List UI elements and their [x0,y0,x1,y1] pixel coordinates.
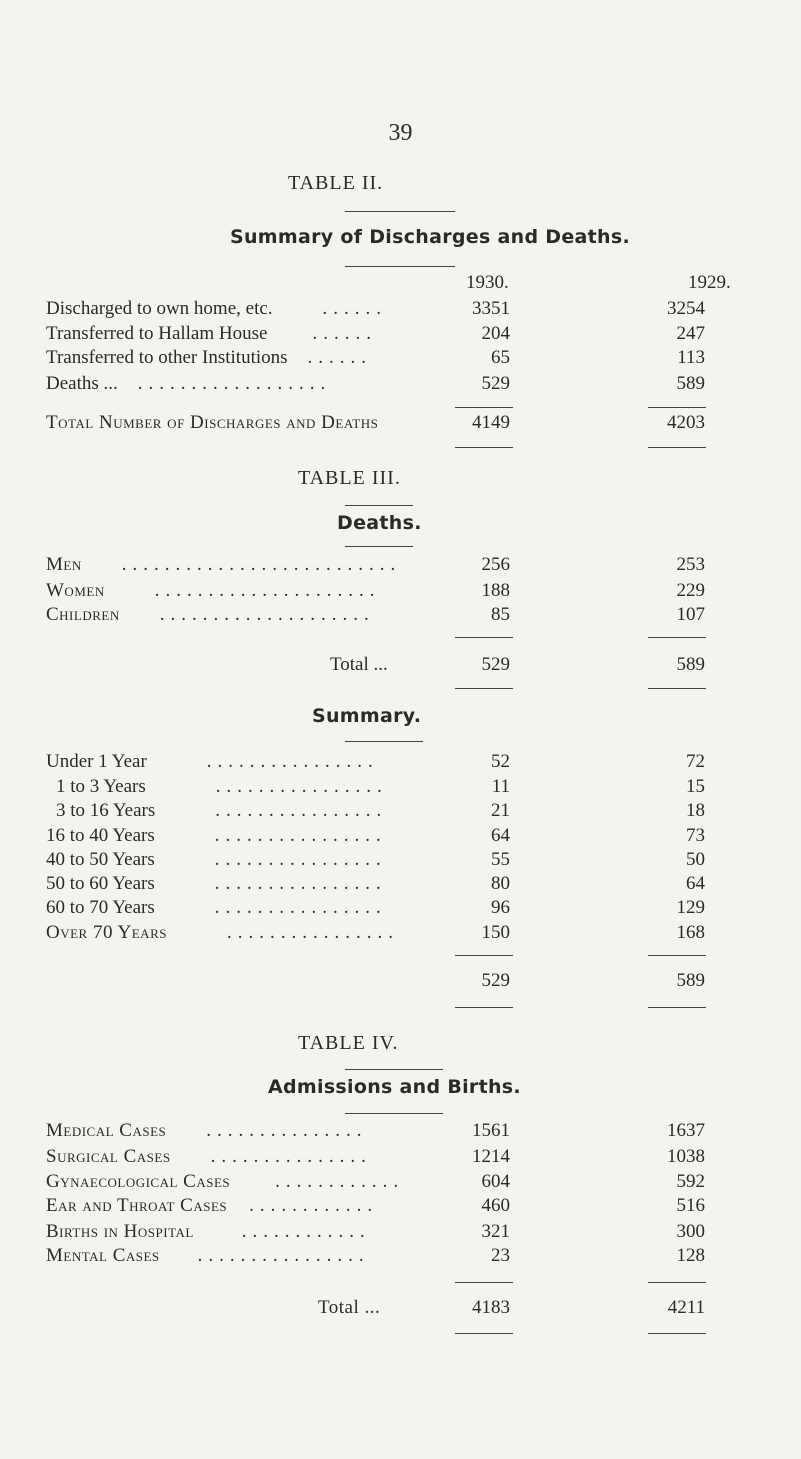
row-label: Surgical Cases [46,1146,171,1167]
divider [345,266,455,267]
row-label: 3 to 16 Years [56,800,156,821]
divider [345,741,423,742]
row-label: 50 to 60 Years [46,873,155,894]
total-row [0,1297,801,1323]
summary-title: Summary. [312,705,422,727]
total-1929: 4203 [667,412,705,433]
divider [648,1282,706,1283]
table-row: 1 to 3 Years ................ 11 15 [56,776,705,797]
table4-title: TABLE IV. [298,1032,399,1054]
col-header-1929: 1929. [688,272,731,293]
value-1929: 15 [686,776,705,797]
table-row: 3 to 16 Years ................ 21 18 [56,800,705,821]
value-1930: 80 [491,873,510,894]
divider [648,1007,706,1008]
divider [648,447,706,448]
total-row [0,654,801,680]
table-row: 16 to 40 Years ................ 64 73 [46,825,705,846]
value-1929: 3254 [667,298,705,319]
total-row [0,970,801,996]
divider [345,1113,443,1114]
value-1930: 64 [491,825,510,846]
value-1930: 85 [491,604,510,625]
value-1929: 128 [676,1245,705,1266]
value-1929: 107 [676,604,705,625]
row-label: 60 to 70 Years [46,897,155,918]
value-1930: 96 [491,897,510,918]
total-label: Total ... [318,1297,381,1318]
value-1930: 529 [481,373,510,394]
value-1930: 321 [481,1221,510,1242]
table-row: Men .......................... 256 253 [46,554,705,575]
divider [345,546,413,547]
divider [648,407,706,408]
divider [345,505,413,506]
divider [345,211,455,212]
table2-subtitle: Summary of Discharges and Deaths. [230,226,630,248]
total-1930: 4149 [472,412,510,433]
value-1929: 64 [686,873,705,894]
divider [455,447,513,448]
value-1930: 1561 [472,1120,510,1141]
table-row: 60 to 70 Years ................ 96 129 [46,897,705,918]
value-1929: 168 [676,922,705,943]
value-1930: 188 [481,580,510,601]
value-1929: 72 [686,751,705,772]
row-label: Under 1 Year [46,751,147,772]
value-1930: 1214 [472,1146,510,1167]
total-label: Total Number of Discharges and Deaths [46,412,379,433]
table-row: Gynaecological Cases ............ 604 592 [46,1171,705,1192]
total-1930: 529 [481,970,510,991]
value-1929: 516 [676,1195,705,1216]
divider [345,1069,443,1070]
table3-title: TABLE III. [298,467,401,489]
value-1929: 1637 [667,1120,705,1141]
divider [455,1333,513,1334]
divider [455,407,513,408]
value-1930: 11 [491,776,510,797]
value-1930: 3351 [472,298,510,319]
row-label: Births in Hospital [46,1221,194,1242]
total-row [0,412,801,438]
row-label: Deaths ... [46,373,118,394]
row-label: Mental Cases [46,1245,160,1266]
row-label: Gynaecological Cases [46,1171,231,1192]
total-1930: 529 [481,654,510,675]
table-row: Ear and Throat Cases ............ 460 516 [46,1195,705,1216]
table-row: Over 70 Years ................ 150 168 [46,922,705,943]
value-1929: 129 [676,897,705,918]
table-row: 40 to 50 Years ................ 55 50 [46,849,705,870]
divider [455,637,513,638]
divider [648,955,706,956]
value-1929: 1038 [667,1146,705,1167]
col-header-1930: 1930. [466,272,509,293]
divider [455,955,513,956]
total-1929: 589 [676,654,705,675]
divider [455,1282,513,1283]
table-row: Surgical Cases ............... 1214 1038 [46,1146,705,1167]
page-number: 39 [388,120,413,146]
table2-title: TABLE II. [288,172,384,194]
row-label: 1 to 3 Years [56,776,146,797]
row-label: 16 to 40 Years [46,825,155,846]
row-label: Men [46,554,82,575]
value-1930: 204 [481,323,510,344]
row-label: Children [46,604,120,625]
table-row: 50 to 60 Years ................ 80 64 [46,873,705,894]
value-1929: 592 [676,1171,705,1192]
total-1929: 4211 [667,1297,705,1318]
row-label: Women [46,580,105,601]
row-label: Ear and Throat Cases [46,1195,228,1216]
table-row: Women ..................... 188 229 [46,580,705,601]
row-label: 40 to 50 Years [46,849,155,870]
value-1930: 52 [491,751,510,772]
divider [455,688,513,689]
value-1929: 247 [676,323,705,344]
value-1929: 229 [676,580,705,601]
table-row: Mental Cases ................ 23 128 [46,1245,705,1266]
table-row: Discharged to own home, etc. ...... 3351 3254 [46,298,705,319]
value-1930: 55 [491,849,510,870]
value-1930: 23 [491,1245,510,1266]
row-label: Transferred to other Institutions [46,347,288,368]
divider [455,1007,513,1008]
value-1930: 65 [491,347,510,368]
value-1930: 604 [481,1171,510,1192]
total-1930: 4183 [472,1297,510,1318]
divider [648,688,706,689]
table-row: Deaths ... .................. 529 589 [46,373,705,394]
value-1929: 253 [676,554,705,575]
divider [648,637,706,638]
row-label: Discharged to own home, etc. [46,298,273,319]
table-row: Under 1 Year ................ 52 72 [46,751,705,772]
table3-subtitle: Deaths. [337,512,422,534]
total-label: Total ... [330,654,388,675]
value-1929: 18 [686,800,705,821]
value-1929: 113 [677,347,705,368]
value-1929: 73 [686,825,705,846]
row-label: Transferred to Hallam House [46,323,268,344]
row-label: Medical Cases [46,1120,167,1141]
value-1930: 460 [481,1195,510,1216]
row-label: Over 70 Years [46,922,167,943]
value-1929: 300 [676,1221,705,1242]
value-1930: 256 [481,554,510,575]
divider [648,1333,706,1334]
table-row: Children .................... 85 107 [46,604,705,625]
table4-subtitle: Admissions and Births. [268,1076,521,1098]
table-row: Medical Cases ............... 1561 1637 [46,1120,705,1141]
value-1929: 50 [686,849,705,870]
value-1929: 589 [676,373,705,394]
table-row: Births in Hospital ............ 321 300 [46,1221,705,1242]
value-1930: 21 [491,800,510,821]
total-1929: 589 [676,970,705,991]
table-row: Transferred to other Institutions ...... 65 113 [46,347,705,368]
value-1930: 150 [481,922,510,943]
table-row: Transferred to Hallam House ...... 204 247 [46,323,705,344]
